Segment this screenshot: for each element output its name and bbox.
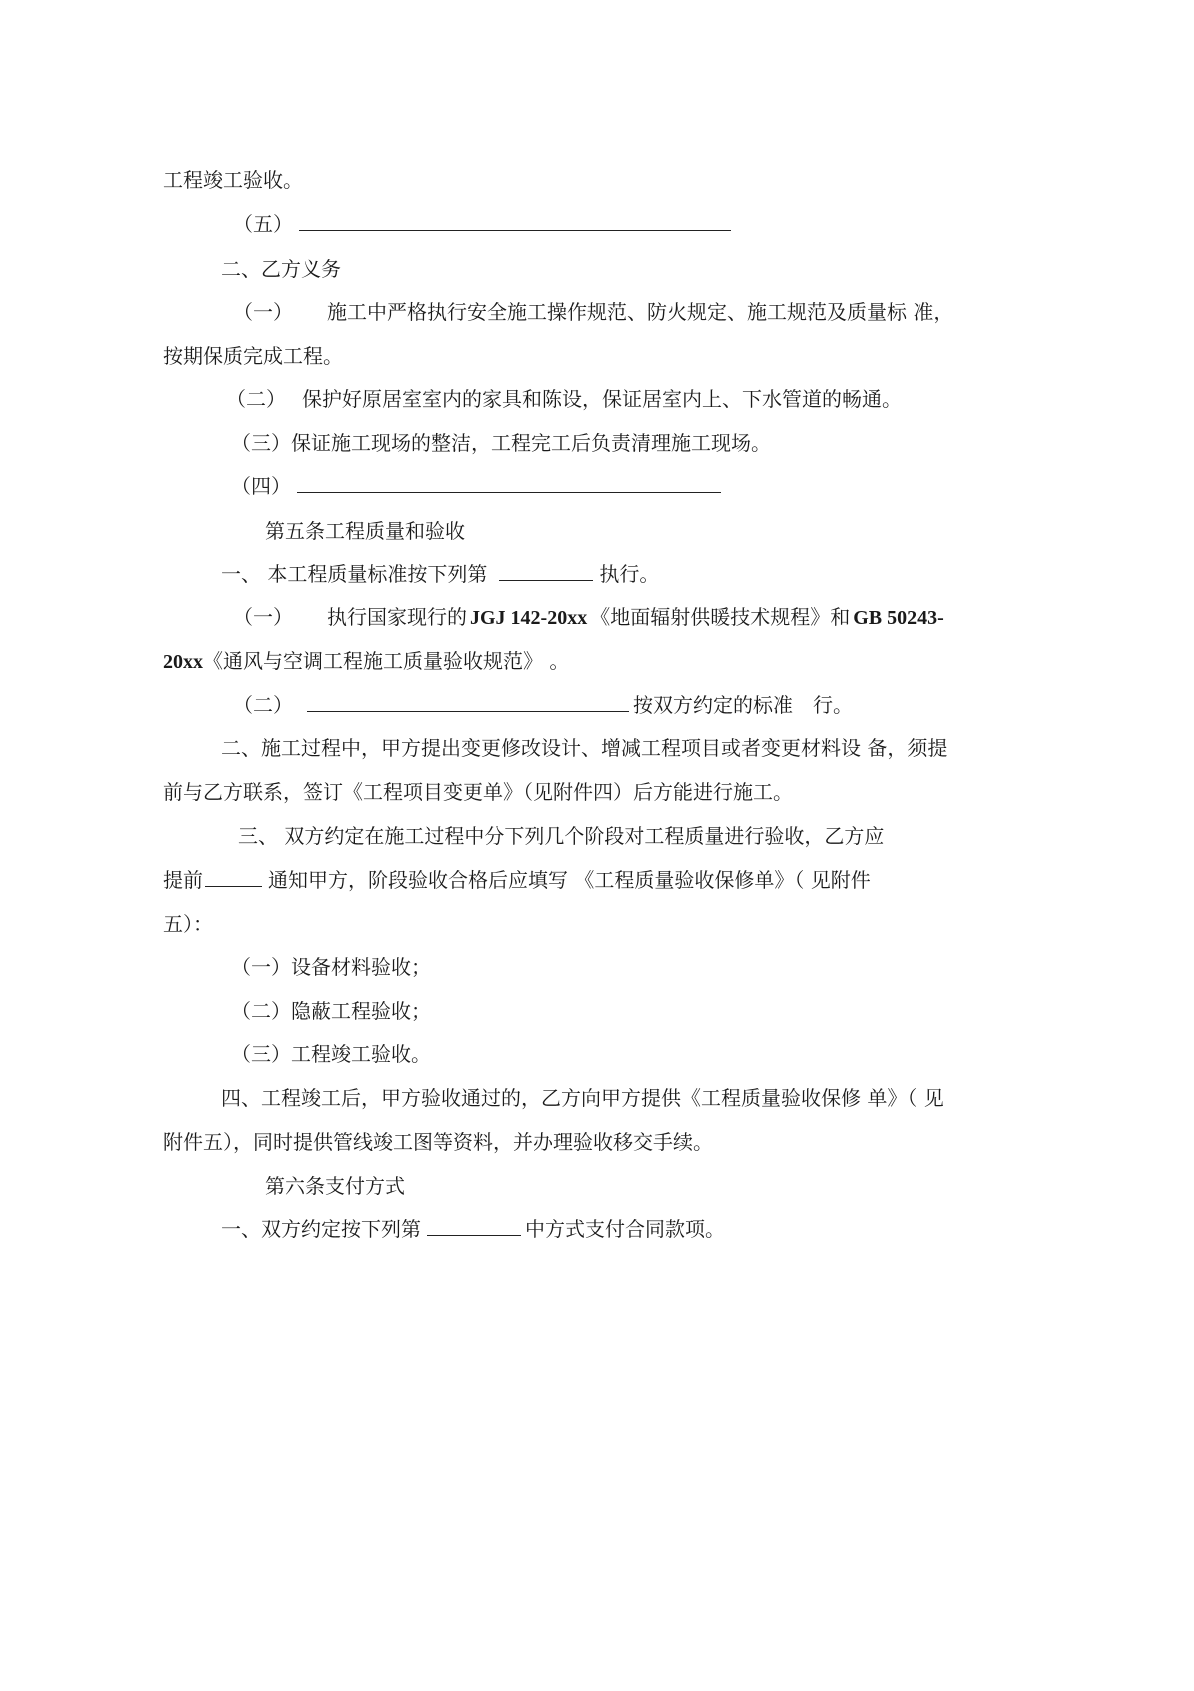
paragraph-line: 四、工程竣工后，甲方验收通过的，乙方向甲方提供《工程质量验收保修 单》（ 见 (221, 1086, 944, 1110)
fill-in-blank (205, 866, 262, 887)
text-segment: 执行国家现行的 (327, 605, 467, 629)
paragraph-line (163, 866, 871, 894)
fill-in-blank (299, 210, 731, 231)
item-label: （四） (231, 474, 291, 498)
paragraph-line: 附件五），同时提供管线竣工图等资料，并办理验收移交手续。 (163, 1130, 713, 1154)
item-label: （一） (233, 605, 293, 629)
article-heading: 第五条工程质量和验收 (265, 519, 465, 543)
paragraph-line: 五）： (163, 912, 213, 936)
article-heading: 第六条支付方式 (265, 1174, 405, 1198)
list-item: （三）工程竣工验收。 (231, 1042, 431, 1066)
item-label: （二） (226, 387, 286, 411)
text-segment: 按双方约定的标准 行。 (633, 693, 853, 717)
paragraph-line (233, 210, 731, 238)
list-item: （二）隐蔽工程验收； (231, 999, 431, 1023)
text-segment: 通知甲方，阶段验收合格后应填写 《工程质量验收保修单》（ 见附件 (268, 868, 871, 892)
standard-code: 20xx (163, 651, 203, 673)
fill-in-blank (297, 472, 721, 493)
text-segment: 《通风与空调工程施工质量验收规范》 。 (203, 649, 570, 673)
item-label: （五） (233, 212, 293, 236)
item-label: （二） (233, 693, 293, 717)
text-segment: 执行。 (599, 562, 660, 586)
paragraph-line: 前与乙方联系，签订《工程项目变更单》（见附件四）后方能进行施工。 (163, 780, 793, 804)
fill-in-blank (427, 1215, 521, 1236)
item-label: （一） (233, 300, 293, 324)
paragraph-line (221, 560, 659, 588)
text-segment: 中方式支付合同款项。 (525, 1217, 725, 1241)
paragraph-line (226, 385, 902, 413)
paragraph-line: 二、施工过程中，甲方提出变更修改设计、增减工程项目或者变更材料设 备，须提 (221, 736, 948, 760)
item-text: 保护好原居室室内的家具和陈设，保证居室内上、下水管道的畅通。 (302, 387, 902, 411)
standard-code: GB 50243- (853, 607, 944, 629)
paragraph-line (163, 647, 569, 676)
fill-in-blank (499, 560, 593, 581)
fill-in-blank (307, 691, 629, 712)
paragraph-line: 工程竣工验收。 (163, 168, 303, 192)
paragraph-line: 按期保质完成工程。 (163, 344, 343, 368)
text-segment: 一、双方约定按下列第 (221, 1217, 421, 1241)
paragraph-line (233, 298, 953, 326)
paragraph-line (233, 603, 944, 632)
paragraph-line: （三）保证施工现场的整洁，工程完工后负责清理施工现场。 (231, 431, 771, 455)
text-segment: 一、 本工程质量标准按下列第 (221, 562, 488, 586)
section-heading: 二、乙方义务 (221, 257, 341, 281)
text-segment: 《地面辐射供暖技术规程》和 (590, 605, 851, 629)
standard-code: JGJ 142-20xx (470, 607, 588, 629)
list-item: （一）设备材料验收； (231, 955, 431, 979)
paragraph-line (233, 691, 853, 719)
item-text: 施工中严格执行安全施工操作规范、防火规定、施工规范及质量标 准， (327, 300, 954, 324)
text-segment: 提前 (163, 868, 203, 892)
paragraph-line (221, 1215, 725, 1243)
paragraph-line: 三、 双方约定在施工过程中分下列几个阶段对工程质量进行验收，乙方应 (238, 824, 885, 848)
paragraph-line (231, 472, 721, 500)
